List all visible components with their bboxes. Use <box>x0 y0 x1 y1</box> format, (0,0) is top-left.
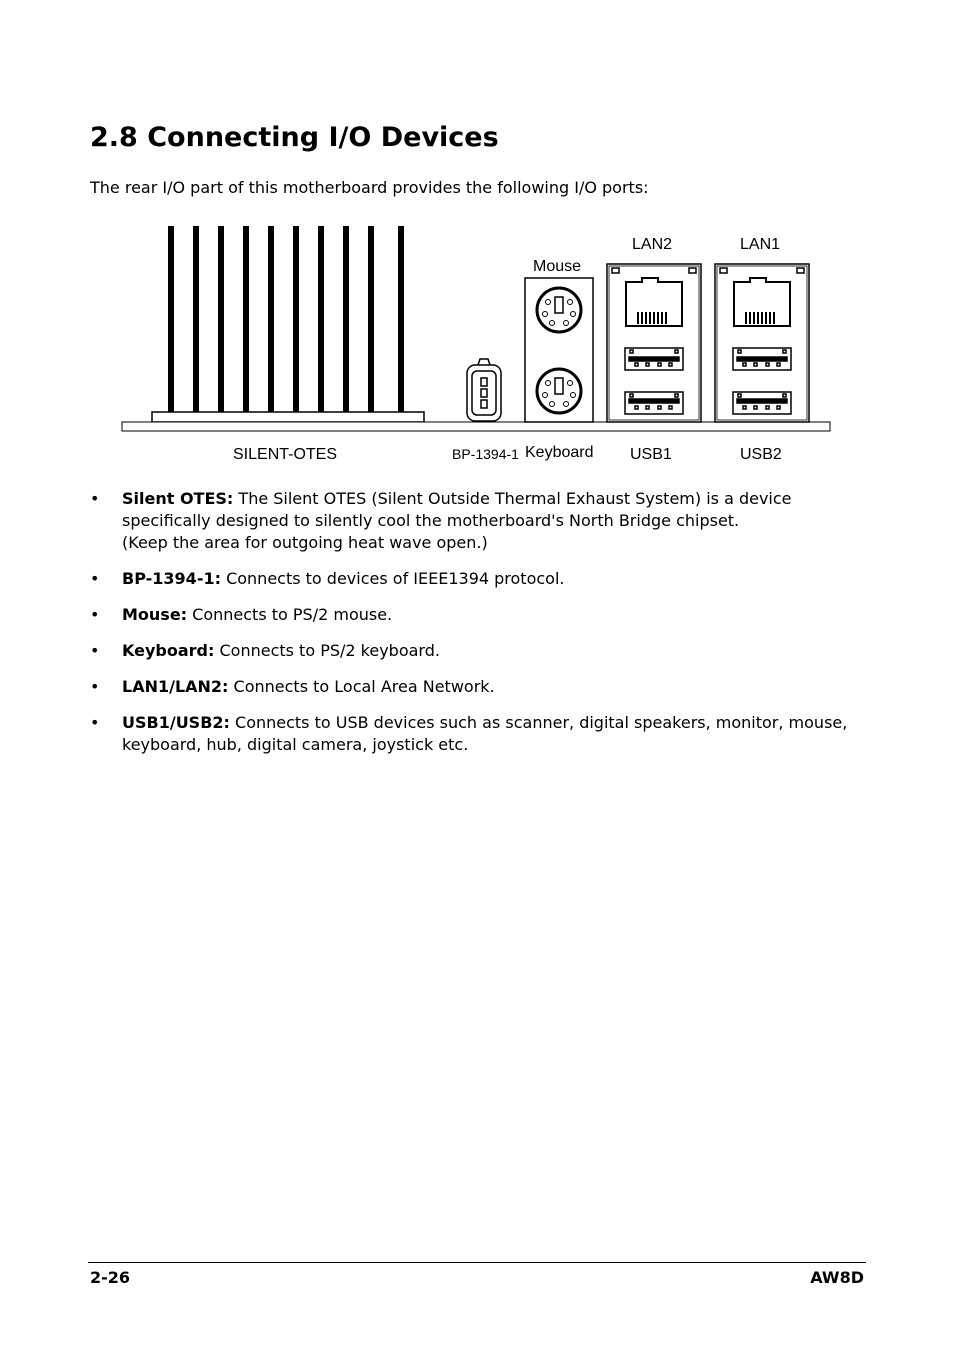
label-usb2: USB2 <box>740 446 782 463</box>
label-lan2: LAN2 <box>632 236 673 253</box>
note: (Keep the area for outgoing heat wave open.) <box>122 533 488 552</box>
io-base-plate <box>122 422 830 431</box>
ps2-port-block <box>525 278 593 422</box>
description: Connects to USB devices such as scanner, digital speakers, monitor, mouse, keyboard, hub, digital camera, joystick etc. <box>122 713 848 754</box>
description: The Silent OTES (Silent Outside Thermal Exhaust System) is a device specifically designed to silently cool the motherboard's North Bridge chipset. <box>122 489 792 530</box>
bullet-icon: • <box>90 489 100 508</box>
intro-text: The rear I/O part of this motherboard provides the following I/O ports: <box>90 178 649 197</box>
footer-divider <box>88 1262 866 1263</box>
term: Silent OTES: <box>122 489 234 508</box>
model-name: AW8D <box>810 1268 864 1287</box>
term: BP-1394-1: <box>122 569 221 588</box>
description: Connects to Local Area Network. <box>228 677 495 696</box>
label-usb1: USB1 <box>630 446 672 463</box>
page-number: 2-26 <box>90 1268 131 1287</box>
silent-otes-heatsink <box>168 226 404 412</box>
list-item-silent-otes <box>90 488 870 554</box>
port-description-list <box>90 488 870 770</box>
list-item-lan <box>90 676 870 698</box>
bullet-icon: • <box>90 641 100 660</box>
bullet-icon: • <box>90 605 100 624</box>
label-mouse: Mouse <box>533 258 582 275</box>
label-lan1: LAN1 <box>740 236 781 253</box>
page-title: 2.8 Connecting I/O Devices <box>90 122 499 153</box>
bullet-icon: • <box>90 569 100 588</box>
bullet-icon: • <box>90 713 100 732</box>
term: Keyboard: <box>122 641 215 660</box>
term: USB1/USB2: <box>122 713 230 732</box>
rear-io-diagram <box>118 222 834 468</box>
ieee1394-connector-icon <box>467 359 501 421</box>
list-item-mouse <box>90 604 870 626</box>
list-item-bp1394 <box>90 568 870 590</box>
label-keyboard: Keyboard <box>525 444 594 461</box>
label-bp1394: BP-1394-1 <box>452 446 519 462</box>
list-item-keyboard <box>90 640 870 662</box>
description: Connects to PS/2 mouse. <box>187 605 393 624</box>
description: Connects to devices of IEEE1394 protocol. <box>220 569 565 588</box>
list-item-usb <box>90 712 870 756</box>
term: LAN1/LAN2: <box>122 677 229 696</box>
description: Connects to PS/2 keyboard. <box>214 641 440 660</box>
bullet-icon: • <box>90 677 100 696</box>
label-silent-otes: SILENT-OTES <box>233 446 338 463</box>
term: Mouse: <box>122 605 188 624</box>
